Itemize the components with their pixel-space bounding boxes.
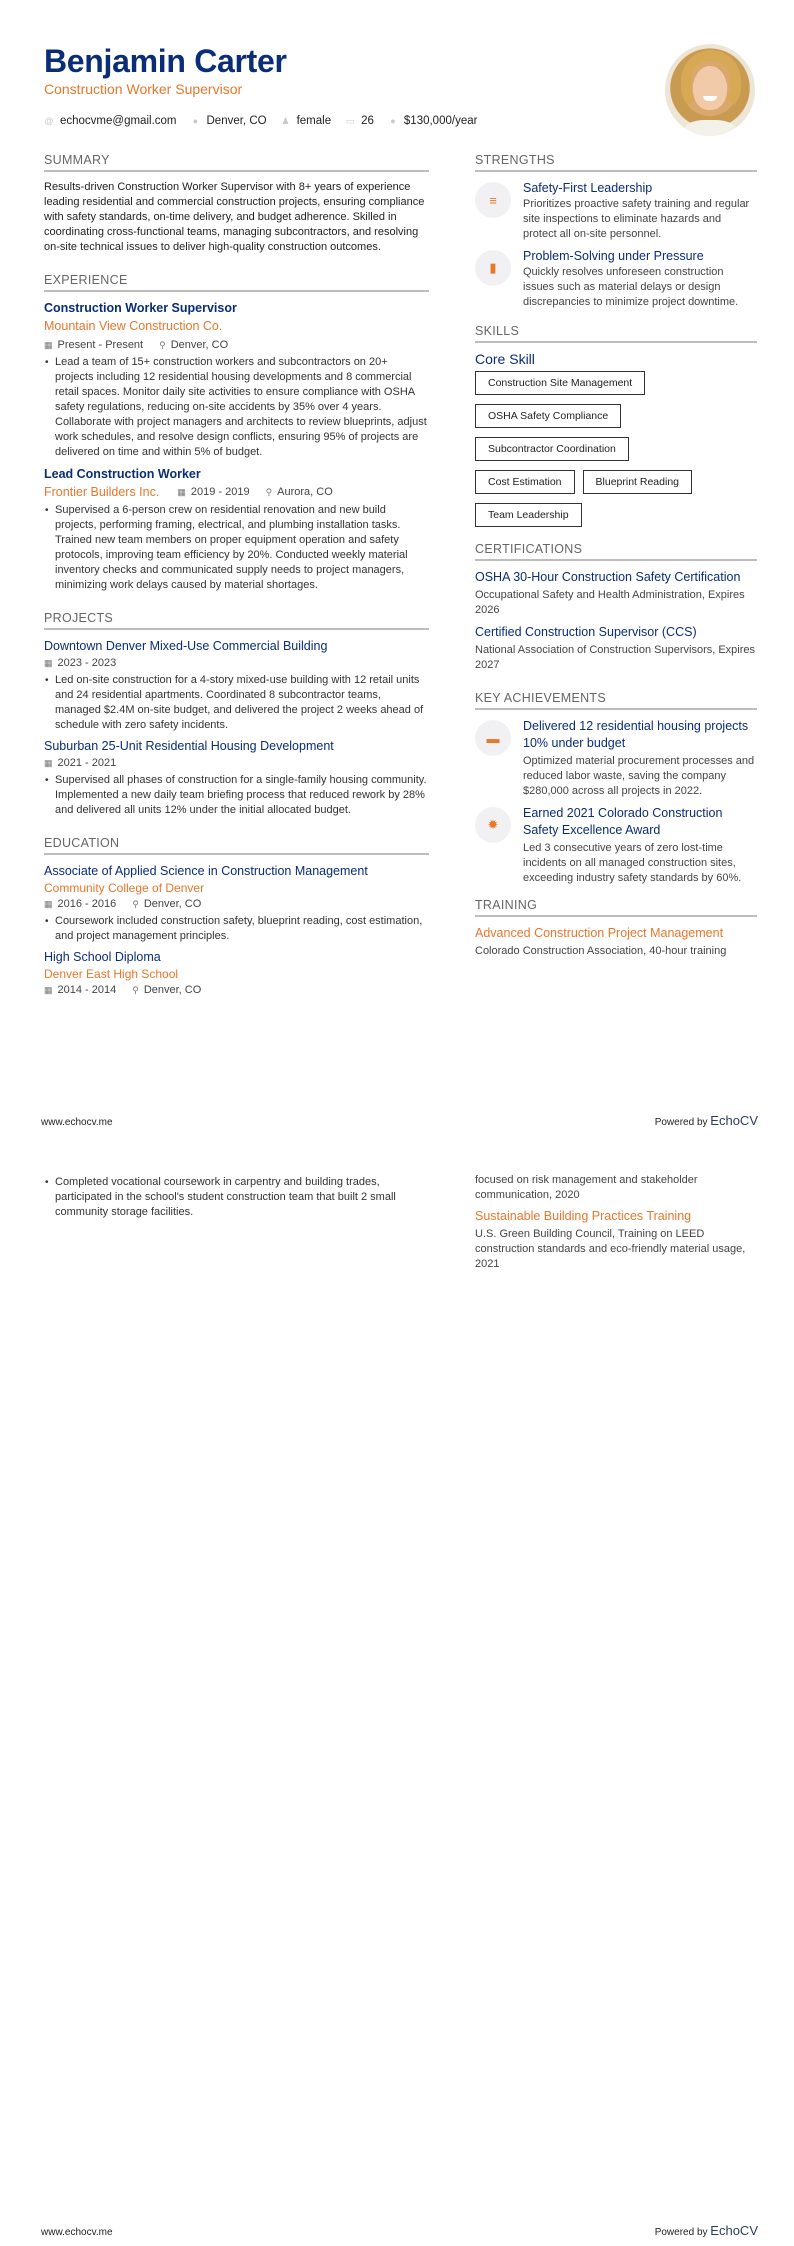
- bullet-text: Supervised all phases of construction for a single-family housing community. Implemented a new daily team briefing process that reduced rework by 28% and delivered all units 12% under the initial allocated budget.: [55, 774, 427, 816]
- contact-bar: [44, 115, 744, 127]
- calendar-icon: ▦: [44, 658, 53, 668]
- contact-gender-value: female: [296, 115, 332, 127]
- section-heading: SKILLS: [475, 324, 757, 343]
- job-bullet: [44, 503, 429, 593]
- calendar-icon: ▦: [44, 899, 53, 909]
- page-footer: [41, 1113, 758, 1128]
- bookmark-icon: ▮: [475, 250, 511, 286]
- location-pin-icon: ⚲: [132, 985, 139, 995]
- left-column-continued: [44, 1173, 429, 1220]
- certification-issuer: Occupational Safety and Health Administration, Expires 2026: [475, 589, 745, 616]
- candidate-name: Benjamin Carter: [44, 43, 287, 79]
- experience-item: [44, 466, 429, 593]
- certification-title: OSHA 30-Hour Construction Safety Certification: [475, 570, 741, 584]
- contact-email[interactable]: [44, 115, 177, 127]
- at-icon: @: [44, 116, 54, 126]
- avatar: [665, 44, 755, 136]
- project-title: Downtown Denver Mixed-Use Commercial Building: [44, 639, 328, 653]
- skill-tag: Cost Estimation: [475, 470, 575, 494]
- strength-text: Prioritizes proactive safety training and regular site inspections to eliminate hazards and protect all on-site personnel.: [523, 198, 750, 240]
- certifications-section: [475, 542, 757, 673]
- job-title: Construction Worker Supervisor: [44, 301, 237, 315]
- skill-tag: Subcontractor Coordination: [475, 437, 629, 461]
- website-link[interactable]: www.echocv.me: [41, 1117, 113, 1128]
- section-heading: KEY ACHIEVEMENTS: [475, 691, 757, 710]
- summary-section: [44, 153, 429, 255]
- speech-bubble-icon: ▬: [475, 720, 511, 756]
- section-heading: SUMMARY: [44, 153, 429, 172]
- bullet-text: Lead a team of 15+ construction workers and subcontractors on 20+ projects including 12 residential housing developments and 8 commercial retail spaces. Monitor daily site activities to ensure compliance with OSHA safety regulations, reducing on-site accidents by 35% over 4 years. Collaborate with project managers and architects to review blueprints, adjust work schedules, and resolve design conflicts, ensuring 95% of projects are delivered on time and within 5% of budget.: [55, 356, 427, 458]
- experience-item: [44, 300, 429, 460]
- contact-gender: [281, 115, 332, 127]
- project-meta: [44, 755, 429, 771]
- skill-group-title: Core Skill: [475, 351, 535, 367]
- training-text: U.S. Green Building Council, Training on LEED construction standards and eco-friendly material usage, 2021: [475, 1228, 746, 1270]
- calendar-icon: ▦: [177, 487, 186, 497]
- certification-issuer: National Association of Construction Supervisors, Expires 2027: [475, 644, 756, 671]
- bullet-dot: •: [45, 675, 49, 686]
- training-title: Sustainable Building Practices Training: [475, 1209, 692, 1223]
- project-bullet: [44, 673, 429, 733]
- project-meta: [44, 655, 429, 671]
- section-heading: EXPERIENCE: [44, 273, 429, 292]
- job-meta: [44, 337, 429, 353]
- calendar-icon: ▭: [345, 115, 355, 126]
- job-dates: Present - Present: [57, 339, 144, 351]
- project-bullet: [44, 773, 429, 818]
- education-item: [44, 863, 429, 944]
- page-footer: [41, 2223, 758, 2238]
- gear-icon: ✹: [475, 807, 511, 843]
- education-section: [44, 836, 429, 998]
- training-section: [475, 898, 757, 959]
- achievement-title: Earned 2021 Colorado Construction Safety Excellence Award: [523, 806, 723, 837]
- bullet-text: Completed vocational coursework in carpentry and building trades, participated in the school's student construction team that built 2 small community storage facilities.: [55, 1176, 396, 1218]
- school-name: Denver East High School: [44, 967, 179, 981]
- bullet-dot: •: [45, 916, 49, 927]
- education-dates: 2014 - 2014: [57, 984, 117, 996]
- person-icon: ♟: [281, 115, 290, 126]
- bullet-dot: •: [45, 1177, 49, 1188]
- achievement-title: Delivered 12 residential housing projects 10% under budget: [523, 719, 749, 750]
- location-pin-icon: ⚲: [159, 340, 166, 350]
- education-bullet: [44, 914, 429, 944]
- training-text: focused on risk management and stakeholder communication, 2020: [475, 1174, 698, 1201]
- powered-by: [655, 1113, 758, 1128]
- section-heading: EDUCATION: [44, 836, 429, 855]
- projects-section: [44, 611, 429, 818]
- candidate-title: Construction Worker Supervisor: [44, 81, 243, 97]
- contact-location-value: Denver, CO: [206, 115, 267, 127]
- skills-section: [475, 324, 757, 536]
- strength-title: Problem-Solving under Pressure: [523, 249, 704, 263]
- strength-item: [475, 180, 757, 242]
- contact-location: [191, 115, 267, 127]
- contact-salary: [388, 115, 478, 127]
- contact-age: [345, 115, 374, 127]
- skill-tag: Construction Site Management: [475, 371, 645, 395]
- location-pin-icon: ⚲: [132, 899, 139, 909]
- achievements-section: [475, 691, 757, 886]
- skill-tag: Team Leadership: [475, 503, 582, 527]
- achievement-text: Led 3 consecutive years of zero lost-time incidents on all managed construction sites, exceeding industry safety standards by 60%.: [523, 842, 742, 884]
- right-column: [475, 153, 757, 959]
- project-item: [44, 738, 429, 818]
- brand-logo[interactable]: EchoCV: [710, 1113, 758, 1128]
- avatar-face: [693, 66, 727, 110]
- location-pin-icon: ⚲: [265, 487, 273, 497]
- section-heading: CERTIFICATIONS: [475, 542, 757, 561]
- skill-tags: [475, 371, 757, 536]
- certification-item: [475, 624, 757, 673]
- training-title: Advanced Construction Project Management: [475, 926, 724, 940]
- bullet-dot: •: [45, 775, 49, 786]
- achievement-item: [475, 718, 757, 799]
- strength-item: [475, 248, 757, 310]
- strength-title: Safety-First Leadership: [523, 181, 653, 195]
- bullet-dot: •: [45, 505, 49, 516]
- education-meta: [44, 896, 429, 912]
- job-meta: [44, 483, 429, 501]
- job-bullet: [44, 355, 429, 460]
- job-title: Lead Construction Worker: [44, 467, 201, 481]
- achievement-text: Optimized material procurement processes and reduced labor waste, saving the company $280,000 across all projects in 2022.: [523, 755, 755, 797]
- job-dates: 2019 - 2019: [190, 486, 250, 498]
- education-bullet: [44, 1175, 429, 1220]
- company-name: Mountain View Construction Co.: [44, 319, 223, 333]
- education-dates: 2016 - 2016: [57, 898, 117, 910]
- right-column-continued: [475, 1173, 757, 1272]
- certification-item: [475, 569, 757, 618]
- strength-text: Quickly resolves unforeseen construction issues such as material delays or design discrepancies to minimize project downtime.: [523, 266, 739, 308]
- left-column: [44, 153, 429, 998]
- education-location: Denver, CO: [143, 898, 202, 910]
- achievement-item: [475, 805, 757, 886]
- school-name: Community College of Denver: [44, 881, 205, 895]
- education-meta: [44, 982, 429, 998]
- list-lines-icon: ≡: [475, 182, 511, 218]
- bullet-text: Coursework included construction safety, blueprint reading, cost estimation, and project management principles.: [55, 915, 423, 942]
- job-location: Denver, CO: [170, 339, 229, 351]
- calendar-icon: ▦: [44, 985, 53, 995]
- powered-by-label: Powered by: [654, 1117, 708, 1128]
- bullet-dot: •: [45, 357, 49, 368]
- skill-tag: Blueprint Reading: [583, 470, 692, 494]
- job-location: Aurora, CO: [277, 486, 333, 498]
- project-dates: 2021 - 2021: [57, 757, 117, 769]
- dollar-coin-icon: ●: [390, 116, 396, 126]
- powered-by: [655, 2223, 758, 2238]
- section-heading: STRENGTHS: [475, 153, 757, 172]
- location-pin-icon: ●: [192, 116, 199, 126]
- education-item: [44, 949, 429, 998]
- education-location: Denver, CO: [143, 984, 202, 996]
- project-dates: 2023 - 2023: [57, 657, 117, 669]
- summary-text: Results-driven Construction Worker Supervisor with 8+ years of experience leading residential and commercial construction projects, ensuring compliance with safety standards, on-time delivery, and budget adherence. Skilled in coordinating cross-functional teams, managing subcontractors, and resolving on-site technical issues to deliver high-quality construction outcomes.: [44, 181, 425, 253]
- contact-salary-value: $130,000/year: [403, 115, 478, 127]
- degree-title: Associate of Applied Science in Construction Management: [44, 864, 368, 878]
- experience-section: [44, 273, 429, 593]
- section-heading: PROJECTS: [44, 611, 429, 630]
- project-title: Suburban 25-Unit Residential Housing Development: [44, 739, 334, 753]
- calendar-icon: ▦: [44, 340, 53, 350]
- company-name: Frontier Builders Inc.: [44, 485, 160, 499]
- project-item: [44, 638, 429, 733]
- training-text: Colorado Construction Association, 40-hour training: [475, 945, 727, 957]
- calendar-icon: ▦: [44, 758, 53, 768]
- strengths-section: [475, 153, 757, 310]
- avatar-shirt: [685, 120, 735, 136]
- bullet-text: Led on-site construction for a 4-story mixed-use building with 12 retail units and 24 residential apartments. Coordinated 8 subcontractor teams, managed $2.4M on-site budget, and delivered the project 2 weeks ahead of schedule with zero safety incidents.: [55, 674, 424, 731]
- section-heading: TRAINING: [475, 898, 757, 917]
- degree-title: High School Diploma: [44, 950, 161, 964]
- certification-title: Certified Construction Supervisor (CCS): [475, 625, 697, 639]
- website-link[interactable]: www.echocv.me: [41, 2227, 113, 2238]
- contact-email-value: echocvme@gmail.com: [60, 115, 177, 127]
- resume-header: [44, 42, 744, 127]
- bullet-text: Supervised a 6-person crew on residential renovation and new build projects, performing framing, electrical, and plumbing installation tasks. Trained new team members on proper equipment operation and safety protocols, improving team efficiency by 20%. Conducted weekly material inventory checks and communicated supply needs to project managers, minimizing work delays caused by material shortages.: [55, 504, 408, 591]
- brand-logo[interactable]: EchoCV: [710, 2223, 758, 2238]
- powered-by-label: Powered by: [654, 2227, 708, 2238]
- skill-tag: OSHA Safety Compliance: [475, 404, 621, 428]
- contact-age-value: 26: [361, 115, 374, 127]
